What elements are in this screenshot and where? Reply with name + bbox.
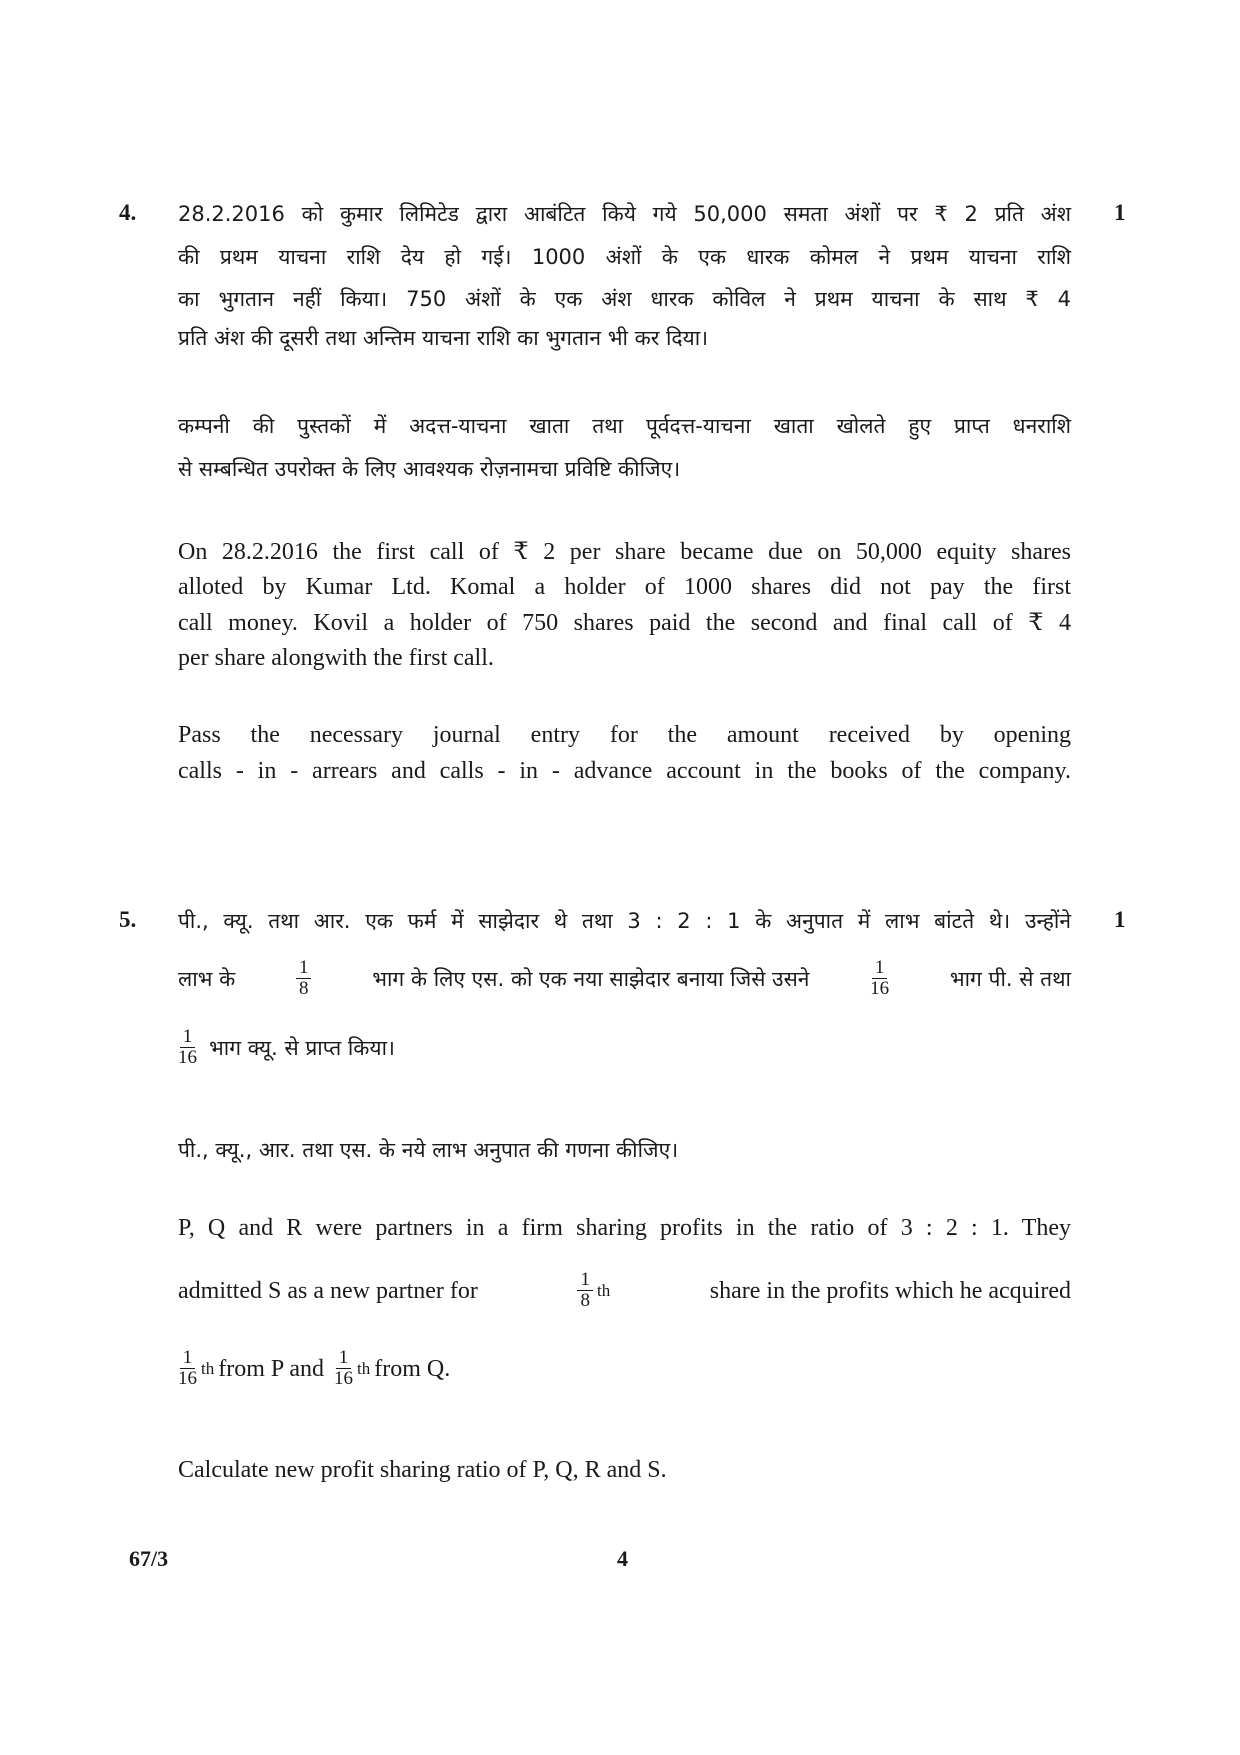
q5-hindi-text: भाग के लिए एस. को एक नया साझेदार बनाया जिसे उसने	[372, 966, 810, 991]
q4-hindi-line: की प्रथम याचना राशि देय हो गई। 1000 अंशों के एक धारक कोमल ने प्रथम याचना राशि	[178, 245, 1071, 269]
fraction-1-16	[178, 1348, 197, 1389]
th-superscript: th	[201, 1358, 215, 1378]
q5-hindi-text: भाग क्यू. से प्राप्त किया।	[209, 1035, 395, 1060]
denominator: 16	[178, 1047, 197, 1068]
numerator: 1	[180, 1027, 196, 1048]
numerator: 1	[180, 1348, 196, 1369]
numerator: 1	[336, 1348, 352, 1369]
q5-english-text: from Q.	[374, 1355, 451, 1382]
q4-english-instruction-line: Pass the necessary journal entry for the amount received by opening	[178, 722, 1071, 748]
numerator: 1	[296, 958, 312, 979]
question-5-marks: 1	[1114, 907, 1126, 932]
denominator: 8	[298, 978, 309, 999]
q4-hindi-line: 28.2.2016 को कुमार लिमिटेड द्वारा आबंटित किये गये 50,000 समता अंशों पर ₹ 2 प्रति अंश	[178, 202, 1071, 226]
q5-hindi-line: पी., क्यू. तथा आर. एक फर्म में साझेदार थे तथा 3 : 2 : 1 के अनुपात में लाभ बांटते थे। उन्होंने	[178, 909, 1071, 933]
fraction-1-16	[870, 958, 889, 999]
q5-hindi-line	[174, 1027, 1067, 1068]
q5-hindi-text: भाग पी. से तथा	[949, 966, 1071, 991]
q4-english-instruction-line: calls - in - arrears and calls - in - advance account in the books of the company.	[178, 758, 1071, 784]
q5-english-text: share in the profits which he acquired	[709, 1277, 1071, 1304]
question-4-number: 4.	[119, 200, 137, 225]
q5-english-line	[174, 1348, 1067, 1389]
th-superscript: th	[357, 1358, 371, 1378]
fraction-1-8	[296, 958, 312, 999]
q5-english-line	[178, 1270, 1071, 1311]
page-number: 4	[617, 1546, 628, 1571]
q5-hindi-text: लाभ के	[178, 966, 236, 991]
fraction-1-8	[577, 1270, 593, 1311]
denominator: 16	[178, 1368, 197, 1389]
q4-hindi-line: का भुगतान नहीं किया। 750 अंशों के एक अंश धारक कोविल ने प्रथम याचना के साथ ₹ 4	[178, 287, 1071, 311]
numerator: 1	[577, 1270, 593, 1291]
question-5-number: 5.	[119, 907, 137, 932]
fraction-1-16	[178, 1027, 197, 1068]
q5-english-text: admitted S as a new partner for	[178, 1277, 478, 1304]
paper-code: 67/3	[129, 1546, 169, 1571]
q4-english-line: per share alongwith the first call.	[178, 645, 494, 671]
fraction-1-16	[334, 1348, 353, 1389]
denominator: 8	[580, 1290, 590, 1311]
q4-english-line: alloted by Kumar Ltd. Komal a holder of 1000 shares did not pay the first	[178, 574, 1071, 600]
th-superscript: th	[596, 1280, 611, 1300]
numerator: 1	[872, 958, 888, 979]
q4-hindi-instruction-line: से सम्बन्धित उपरोक्त के लिए आवश्यक रोज़नामचा प्रविष्टि कीजिए।	[178, 457, 681, 481]
q4-english-line: call money. Kovil a holder of 750 shares paid the second and final call of ₹ 4	[178, 610, 1071, 636]
q4-hindi-line: प्रति अंश की दूसरी तथा अन्तिम याचना राशि का भुगतान भी कर दिया।	[178, 326, 709, 350]
q4-english-line: On 28.2.2016 the first call of ₹ 2 per share became due on 50,000 equity shares	[178, 539, 1071, 565]
q5-hindi-line	[178, 958, 1071, 999]
denominator: 16	[334, 1368, 353, 1389]
question-4-marks: 1	[1114, 200, 1126, 225]
q5-english-text: from P and	[218, 1355, 324, 1382]
q5-hindi-instruction: पी., क्यू., आर. तथा एस. के नये लाभ अनुपात की गणना कीजिए।	[178, 1138, 679, 1162]
q4-hindi-instruction-line: कम्पनी की पुस्तकों में अदत्त-याचना खाता तथा पूर्वदत्त-याचना खाता खोलते हुए प्राप्त धनराशि	[178, 414, 1071, 438]
q5-english-instruction: Calculate new profit sharing ratio of P, Q, R and S.	[178, 1457, 667, 1483]
q5-english-line: P, Q and R were partners in a firm sharing profits in the ratio of 3 : 2 : 1. They	[178, 1215, 1071, 1241]
denominator: 16	[870, 978, 890, 999]
